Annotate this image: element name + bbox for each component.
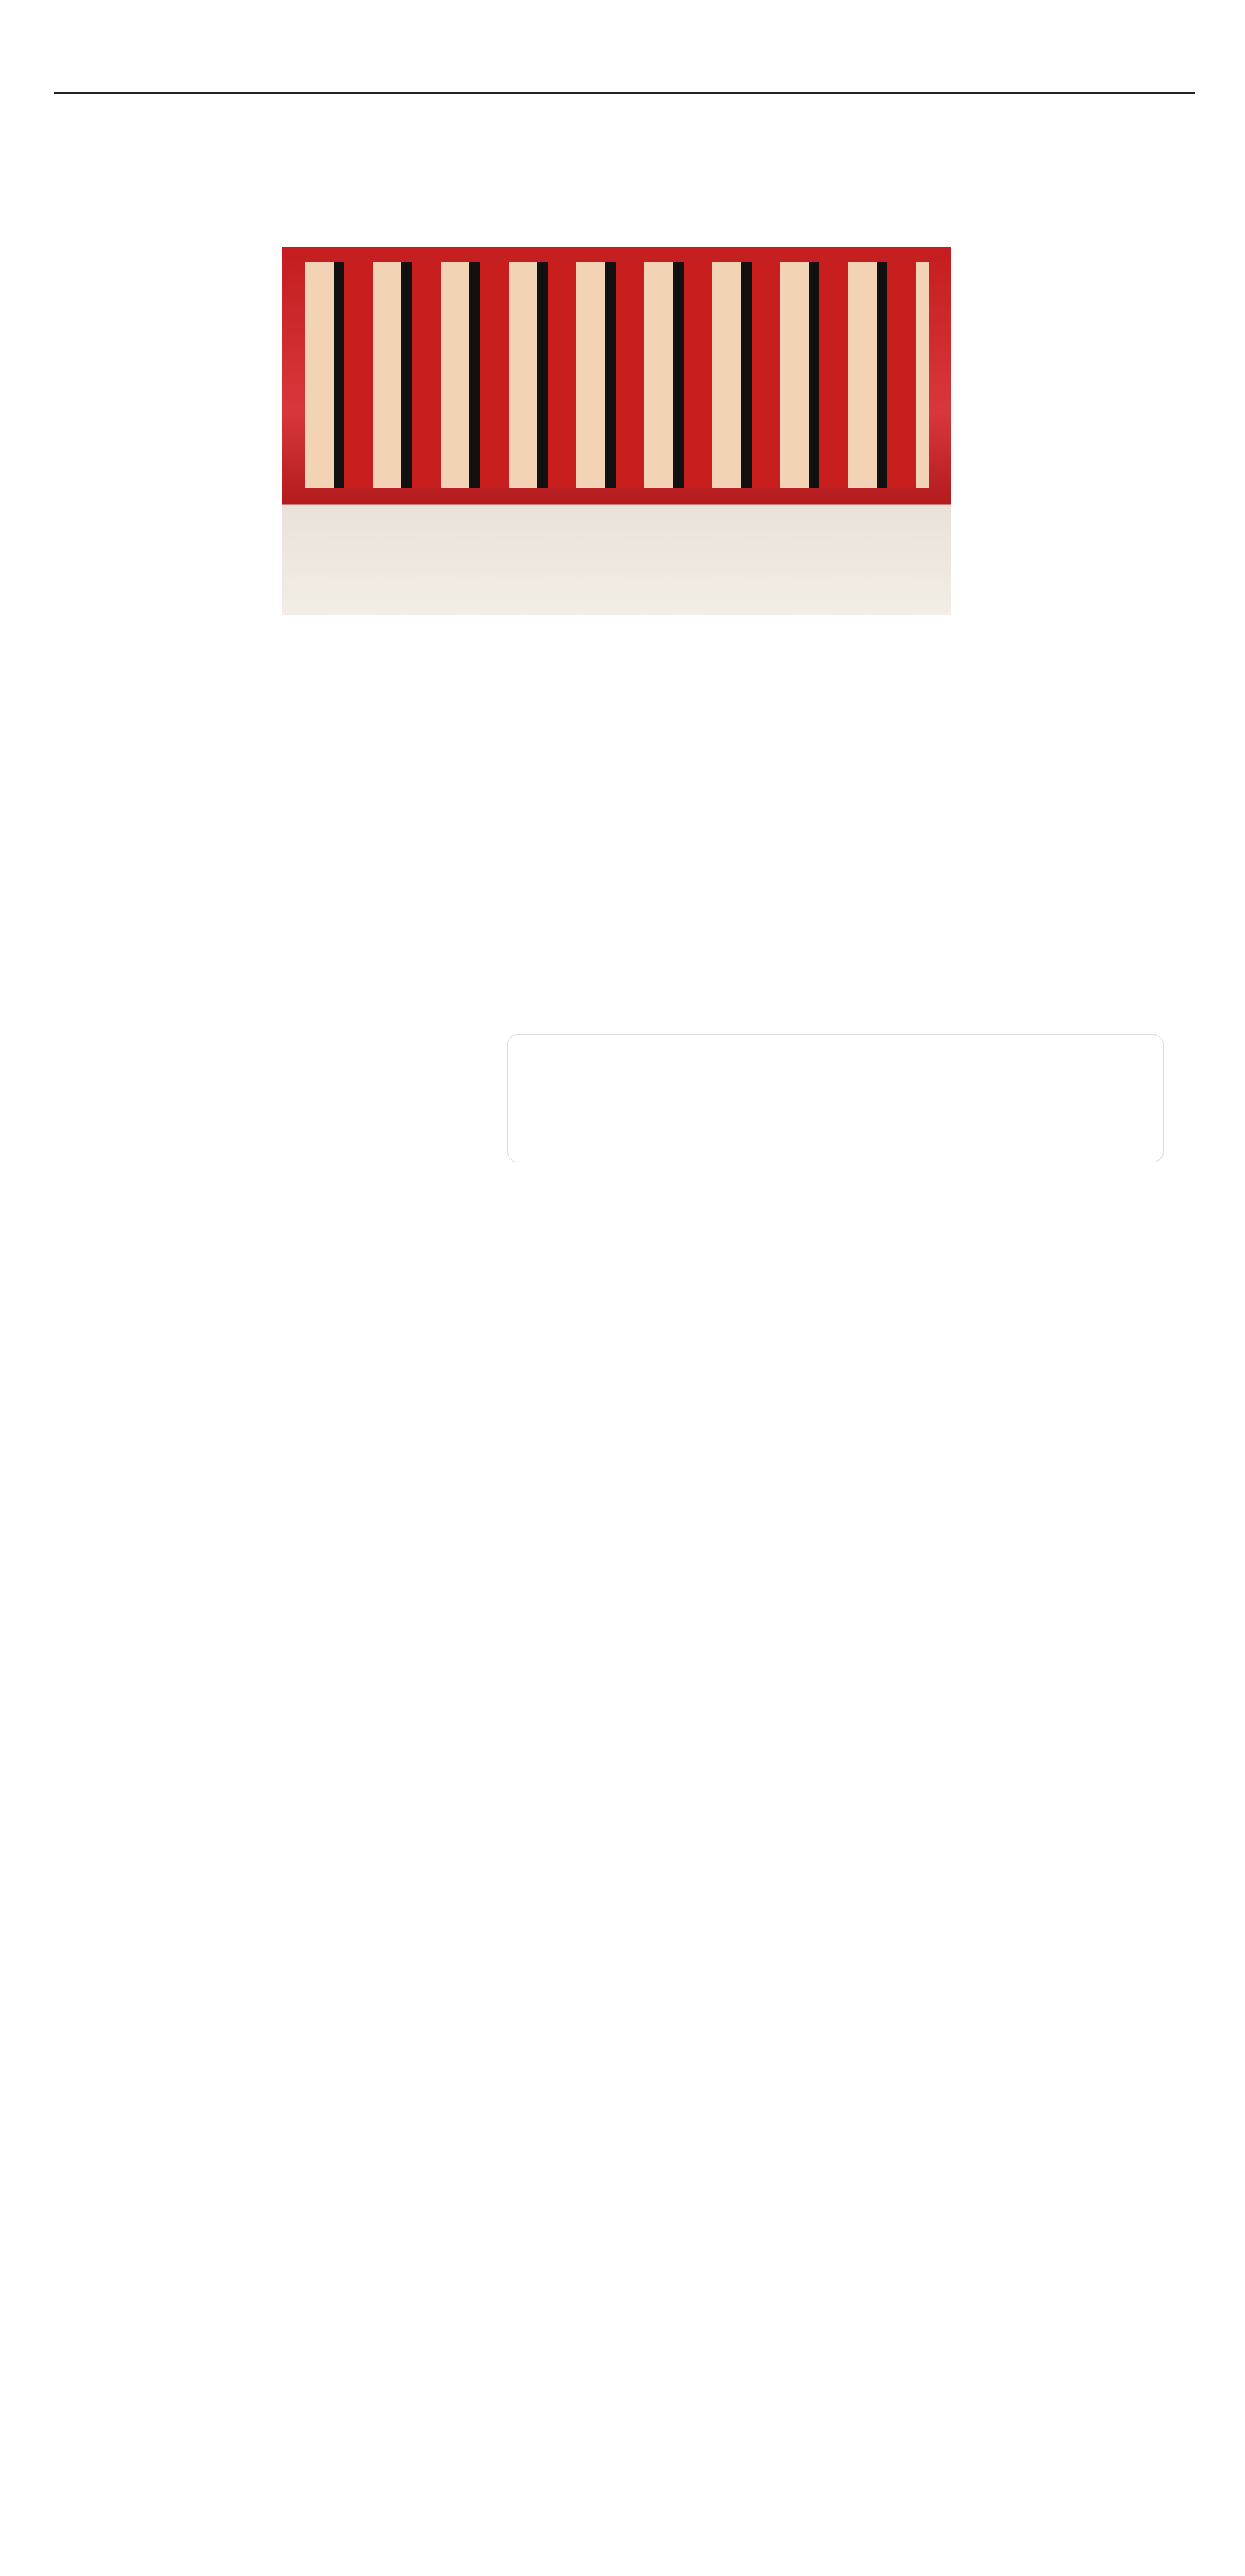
article2-col1 [68,1167,272,1529]
article3-frame [507,1034,1164,1162]
header-rule [54,92,1195,94]
article1-photo [282,247,951,615]
article2-col2 [282,1167,486,1491]
article3-col1 [522,1167,718,1529]
article3-col2 [732,1167,928,1529]
article3-col3 [940,1167,1159,1514]
article1-col1 [68,245,272,1042]
team-celebration-image [305,262,929,488]
